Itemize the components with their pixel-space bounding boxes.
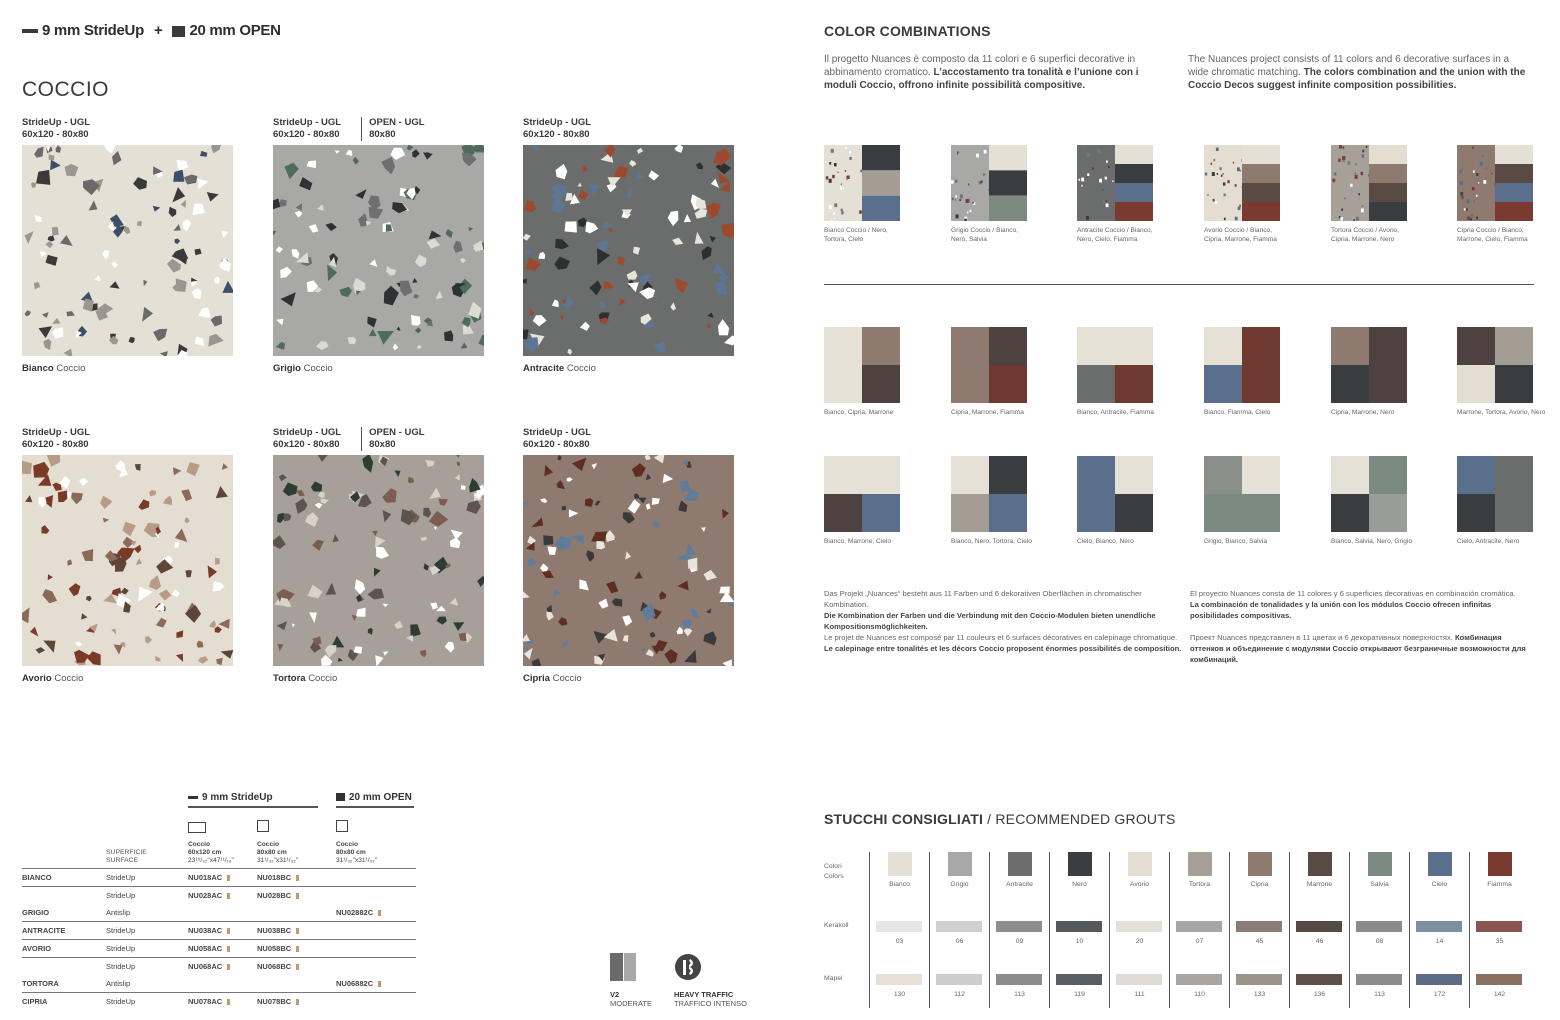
kerakoll-swatch <box>1236 921 1282 932</box>
combo-caption: Bianco, Marrone, Cielo <box>824 538 892 545</box>
combo-swatch <box>1077 145 1153 221</box>
grout-column: Bianco 03 130 <box>869 852 929 1008</box>
combo-caption: Marrone, Tortora, Avorio, Nero <box>1457 409 1546 416</box>
combo-caption: Antracite Coccio / Bianco, Nero, Cielo, Fiamma <box>1077 227 1153 243</box>
table-row: StrideUp NU068AC NU068BC <box>22 958 416 976</box>
kerakoll-label: Kerakoll <box>824 922 849 929</box>
combo-caption: Cipria, Marrone, Fiamma <box>951 409 1024 416</box>
marker-icon <box>227 964 230 970</box>
marker-icon <box>378 981 381 987</box>
colors-row-label: Colori Colors <box>824 863 844 880</box>
divider <box>824 284 1534 285</box>
mapei-swatch <box>1296 974 1342 985</box>
tile-caption: Tortora Coccio <box>273 673 338 684</box>
combo-swatch <box>824 327 900 403</box>
combo-caption: Cielo, Bianco, Nero <box>1077 538 1134 545</box>
marker-icon <box>227 946 230 952</box>
combo-caption: Bianco, Nero, Tortora, Cielo <box>951 538 1032 545</box>
combo-caption: Grigio, Bianco, Salvia <box>1204 538 1268 545</box>
kerakoll-swatch <box>1356 921 1402 932</box>
color-swatch <box>1248 852 1272 876</box>
color-swatch <box>1428 852 1452 876</box>
open-square-icon <box>172 26 185 37</box>
combo-caption: Bianco Coccio / Nero, Tortora, Cielo <box>824 227 888 243</box>
marker-icon <box>296 893 299 899</box>
square-format-icon <box>257 820 269 832</box>
tile-spec-label: StrideUp - UGL 60x120 - 80x80 <box>22 117 91 140</box>
combo-caption: Avorio Coccio / Bianco, Cipria, Marrone, Fiamma <box>1204 227 1277 243</box>
table-stride-header: 9 mm StrideUp <box>202 792 273 803</box>
tile-caption: Bianco Coccio <box>22 363 86 374</box>
combo-caption: Bianco, Salvia, Nero, Grigio <box>1331 538 1412 545</box>
kerakoll-swatch <box>996 921 1042 932</box>
combo-caption: Cipria, Marrone, Nero <box>1331 409 1395 416</box>
grout-column: Antracite 09 113 <box>989 852 1049 1008</box>
combo-swatch <box>1204 327 1280 403</box>
mapei-swatch <box>1476 974 1522 985</box>
tile-caption: Antracite Coccio <box>523 363 596 374</box>
combo-caption: Cielo, Antracite, Nero <box>1457 538 1520 545</box>
stride-bar-icon <box>22 29 38 33</box>
tile-swatch-tortora <box>273 455 484 666</box>
combo-swatch <box>1077 456 1153 532</box>
header-plus: + <box>153 22 163 39</box>
mapei-swatch <box>1416 974 1462 985</box>
tile-spec-label: StrideUp - UGL 60x120 - 80x80 <box>22 427 91 450</box>
marker-icon <box>296 946 299 952</box>
combo-swatch <box>1331 456 1407 532</box>
table-row: ANTRACITE StrideUp NU038AC NU038BC <box>22 922 416 940</box>
text-fr: Le projet de Nuances est composé par 11 couleurs et 6 surfaces décoratives en calepinage chromatique. Le calepinage entre tonalités et les décors Coccio proposent énormes possibilités de composition. <box>824 633 1182 653</box>
combo-caption: Bianco, Cipria, Marrone <box>824 409 894 416</box>
stride-bar-icon <box>188 796 198 799</box>
mapei-swatch <box>1356 974 1402 985</box>
mapei-swatch <box>1176 974 1222 985</box>
color-swatch <box>1128 852 1152 876</box>
kerakoll-swatch <box>1296 921 1342 932</box>
col2-header: Coccio 80x80 cm 31¹/₃₂"x31¹/₃₂" <box>257 841 299 864</box>
combo-caption: Tortora Coccio / Avorio, Cipria, Marrone, Nero <box>1331 227 1400 243</box>
code-table <box>22 869 416 1010</box>
marker-icon <box>378 910 381 916</box>
marker-icon <box>296 875 299 881</box>
combo-caption: Grigio Coccio / Bianco, Nero, Salvia <box>951 227 1019 243</box>
col3-header: Coccio 80x80 cm 31¹/₃₂"x31¹/₃₂" <box>336 841 378 864</box>
combo-swatch <box>1204 456 1280 532</box>
marker-icon <box>227 875 230 881</box>
spec-header <box>22 22 281 39</box>
grout-column: Nero 10 119 <box>1049 852 1109 1008</box>
color-swatch <box>1308 852 1332 876</box>
square-format-icon <box>336 820 348 832</box>
kerakoll-swatch <box>1056 921 1102 932</box>
heavy-traffic-icon <box>674 953 702 986</box>
combo-caption: Bianco, Fiamma, Cielo <box>1204 409 1271 416</box>
marker-icon <box>227 999 230 1005</box>
intro-en: The Nuances project consists of 11 colors and 6 decorative surfaces in a wide chromatic matching. The colors combination and the union with the Coccio Decos suggest infinite composition possibilities. <box>1188 54 1526 91</box>
combo-swatch <box>1331 327 1407 403</box>
combo-swatch <box>824 456 900 532</box>
kerakoll-swatch <box>1176 921 1222 932</box>
combo-swatch <box>1457 145 1533 221</box>
kerakoll-swatch <box>1116 921 1162 932</box>
traffic-label: HEAVY TRAFFIC TRAFFICO INTENSO <box>674 990 747 1008</box>
table-row: AVORIO StrideUp NU058AC NU058BC <box>22 940 416 958</box>
combo-swatch <box>1077 327 1153 403</box>
grout-column: Salvia 08 113 <box>1349 852 1409 1008</box>
combo-swatch <box>1204 145 1280 221</box>
tile-swatch-cipria <box>523 455 734 666</box>
grout-grid <box>869 852 1529 1008</box>
combo-caption: Cipria Coccio / Bianco, Marrone, Cielo, Fiamma <box>1457 227 1528 243</box>
marker-icon <box>296 999 299 1005</box>
combinations-title: COLOR COMBINATIONS <box>824 23 991 39</box>
kerakoll-swatch <box>936 921 982 932</box>
mapei-swatch <box>1116 974 1162 985</box>
marker-icon <box>227 928 230 934</box>
v2-label: V2 MODERATE <box>610 990 652 1008</box>
tile-swatch-bianco <box>22 145 233 356</box>
grout-column: Fiamma 35 142 <box>1469 852 1529 1008</box>
combo-swatch <box>1457 456 1533 532</box>
grout-column: Cielo 14 172 <box>1409 852 1469 1008</box>
combo-swatch <box>1457 327 1533 403</box>
tile-swatch-avorio <box>22 455 233 666</box>
combo-swatch <box>1331 145 1407 221</box>
mapei-swatch <box>1056 974 1102 985</box>
combo-swatch <box>951 145 1027 221</box>
page-title: COCCIO <box>22 78 109 101</box>
tile-swatch-antracite <box>523 145 734 356</box>
table-row: CIPRIA StrideUp NU078AC NU078BC <box>22 993 416 1011</box>
tile-caption: Grigio Coccio <box>273 363 333 374</box>
kerakoll-swatch <box>1416 921 1462 932</box>
grout-column: Avorio 20 111 <box>1109 852 1169 1008</box>
mapei-swatch <box>936 974 982 985</box>
combo-caption: Bianco, Antracite, Fiamma <box>1077 409 1154 416</box>
grouts-title: STUCCHI CONSIGLIATI / RECOMMENDED GROUTS <box>824 811 1176 827</box>
grout-column: Tortora 07 110 <box>1169 852 1229 1008</box>
stride-col-header <box>188 792 318 808</box>
combo-swatch <box>824 145 900 221</box>
kerakoll-swatch <box>1476 921 1522 932</box>
grout-column: Marrone 46 136 <box>1289 852 1349 1008</box>
open-square-icon <box>336 793 345 801</box>
color-swatch <box>1068 852 1092 876</box>
tile-caption: Cipria Coccio <box>523 673 582 684</box>
text-de: Das Projekt „Nuances“ besteht aus 11 Farben und 6 dekorativen Oberflächen in chromatischer Kombination. Die Kombination der Farben und die Verbindung mit den Coccio-Modulen bieten unendliche Kompositionsmöglichkeiten. <box>824 589 1156 631</box>
mapei-swatch <box>996 974 1042 985</box>
kerakoll-swatch <box>876 921 922 932</box>
color-swatch <box>888 852 912 876</box>
table-row: StrideUp NU028AC NU028BC <box>22 887 416 905</box>
marker-icon <box>227 893 230 899</box>
intro-it: Il progetto Nuances è composto da 11 colori e 6 superfici decorative in abbinamento cromatico. L’accostamento tra tonalità e l’unione con i moduli Coccio, offrono infinite possibilità compositive. <box>824 54 1139 91</box>
text-es: El proyecto Nuances consta de 11 colores y 6 superficies decorativas en combinación cromática. La combinación de tonalidades y la unión con los módulos Coccio ofrecen infinitas posibilidades compositivas. <box>1190 589 1516 620</box>
surface-header: SUPERFICIE SURFACE <box>106 849 147 864</box>
marker-icon <box>296 964 299 970</box>
grout-column: Cipria 45 133 <box>1229 852 1289 1008</box>
tile-caption: Avorio Coccio <box>22 673 84 684</box>
tile-swatch-grigio <box>273 145 484 356</box>
rect-format-icon <box>188 822 206 833</box>
text-ru: Проект Nuances представлен в 11 цветах и 6 декоративных поверхностях. Комбинация оттенков и объединение с модулями Coccio открывают безграничные возможности для комбинаций. <box>1190 633 1526 664</box>
v2-icon <box>610 953 636 981</box>
color-swatch <box>1008 852 1032 876</box>
table-open-header: 20 mm OPEN <box>349 792 412 803</box>
combo-swatch <box>951 456 1027 532</box>
color-swatch <box>1488 852 1512 876</box>
tile-spec-label: StrideUp - UGL 60x120 - 80x80 OPEN - UGL 80x80 <box>273 117 425 140</box>
open-col-header <box>336 792 414 808</box>
combo-swatch <box>951 327 1027 403</box>
marker-icon <box>296 928 299 934</box>
tile-spec-label: StrideUp - UGL 60x120 - 80x80 <box>523 427 592 450</box>
color-swatch <box>1188 852 1212 876</box>
grout-column: Grigio 06 112 <box>929 852 989 1008</box>
col1-header: Coccio 60x120 cm 23¹⁹/₃₂"x47¹¹/₁₆" <box>188 841 234 864</box>
table-row: TORTORA Antislip NU06882C <box>22 975 416 993</box>
mapei-swatch <box>876 974 922 985</box>
header-open: 20 mm OPEN <box>189 22 281 39</box>
header-stride: 9 mm StrideUp <box>42 22 144 39</box>
color-swatch <box>1368 852 1392 876</box>
tile-spec-label: StrideUp - UGL 60x120 - 80x80 OPEN - UGL 80x80 <box>273 427 425 450</box>
color-swatch <box>948 852 972 876</box>
table-row: BIANCO StrideUp NU018AC NU018BC <box>22 869 416 887</box>
tile-spec-label: StrideUp - UGL 60x120 - 80x80 <box>523 117 592 140</box>
mapei-label: Mapei <box>824 975 843 982</box>
table-row: GRIGIO Antislip NU02882C <box>22 904 416 922</box>
mapei-swatch <box>1236 974 1282 985</box>
